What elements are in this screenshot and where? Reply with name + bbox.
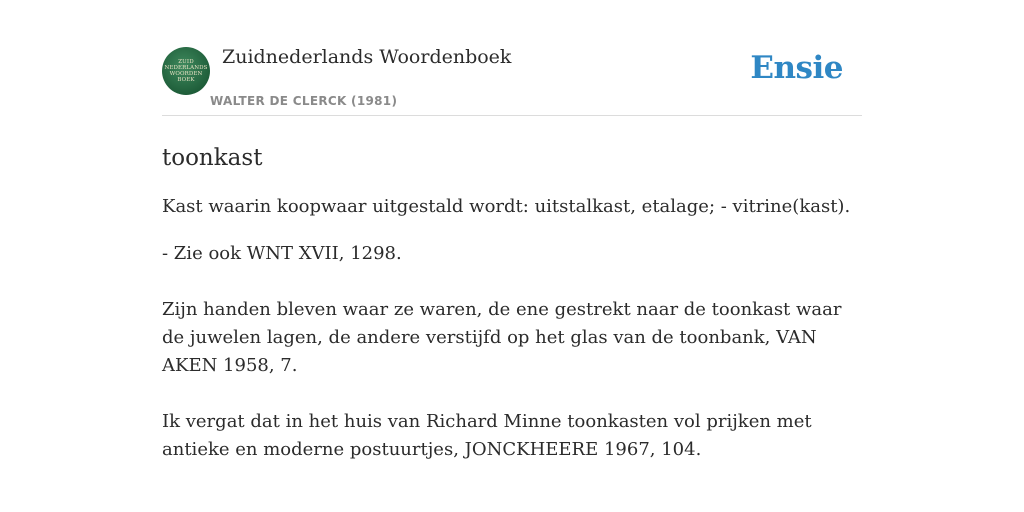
logo-text-line: WOORDEN bbox=[169, 71, 203, 77]
ensie-brand-link[interactable]: Ensie bbox=[750, 50, 843, 86]
entry-reference: - Zie ook WNT XVII, 1298. bbox=[162, 243, 402, 264]
logo-text-line: NEDERLANDS bbox=[164, 65, 208, 71]
entry-quote: Zijn handen bleven waar ze waren, de ene gestrekt naar de toonkast waar de juwelen lagen, de andere verstijfd op het glas van de toonbank, VAN AKEN 1958, 7. bbox=[162, 299, 842, 376]
logo-text-line: ZUID bbox=[178, 59, 194, 65]
entry-headword: toonkast bbox=[162, 145, 263, 171]
dictionary-header bbox=[162, 0, 862, 116]
dictionary-author: WALTER DE CLERCK (1981) bbox=[210, 94, 398, 108]
dictionary-title[interactable]: Zuidnederlands Woordenboek bbox=[222, 46, 512, 68]
entry-quote: Ik vergat dat in het huis van Richard Minne toonkasten vol prijken met antieke en moderne postuurtjes, JONCKHEERE 1967, 104. bbox=[162, 411, 812, 460]
dictionary-logo[interactable] bbox=[162, 47, 210, 95]
page-container bbox=[162, 0, 862, 464]
logo-text-line: BOEK bbox=[177, 77, 195, 83]
entry-definition: Kast waarin koopwaar uitgestald wordt: uitstalkast, etalage; - vitrine(kast). bbox=[162, 196, 851, 217]
